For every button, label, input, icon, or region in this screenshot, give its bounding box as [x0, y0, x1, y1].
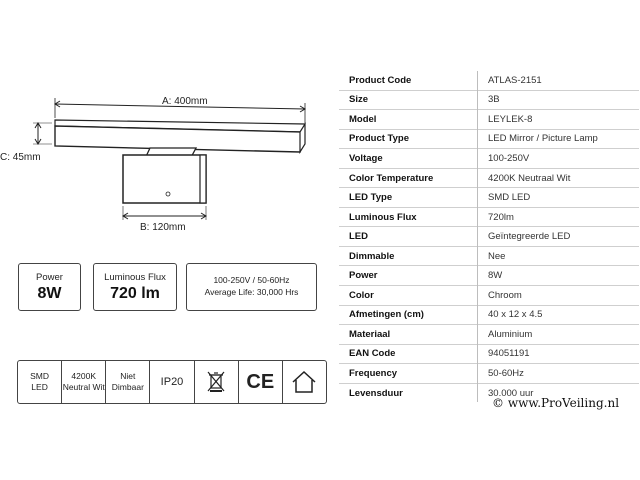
indoor-cell — [282, 361, 326, 403]
spec-value: Aluminium — [478, 325, 640, 345]
power-value: 8W — [37, 285, 62, 302]
spec-key: Luminous Flux — [339, 207, 478, 227]
temp-line1: 4200K — [71, 371, 96, 381]
spec-value: 8W — [478, 266, 640, 286]
flux-value: 720 lm — [110, 285, 160, 302]
spec-key: Frequency — [339, 364, 478, 384]
led-line2: LED — [31, 382, 48, 392]
spec-key: Power — [339, 266, 478, 286]
spec-value: 100-250V — [478, 149, 640, 169]
spec-row — [339, 90, 639, 110]
spec-row — [339, 129, 639, 149]
spec-key: Product Code — [349, 74, 412, 86]
spec-row — [339, 246, 639, 266]
spec-value: 4200K Neutraal Wit — [478, 168, 640, 188]
spec-row — [339, 207, 639, 227]
dim-line1: Niet — [120, 371, 136, 381]
spec-value: 50-60Hz — [478, 364, 640, 384]
house-icon — [291, 370, 317, 394]
lamp-dimension-drawing — [0, 60, 330, 250]
spec-row — [339, 188, 639, 208]
spec-key: Levensduur — [339, 383, 478, 402]
led-line1: SMD — [30, 371, 50, 381]
dimension-a-label: A: 400mm — [162, 96, 208, 107]
dimension-c-label: C: 45mm — [0, 152, 41, 163]
temp-line2: Neutral Wit — [62, 382, 105, 392]
spec-value: SMD LED — [478, 188, 640, 208]
voltage-life-box — [186, 263, 317, 311]
spec-row — [339, 286, 639, 306]
crossed-bin-icon — [206, 370, 226, 394]
life-line: Average Life: 30,000 Hrs — [204, 287, 299, 297]
spec-row — [339, 71, 639, 90]
spec-value: 720lm — [478, 207, 640, 227]
spec-row — [339, 325, 639, 345]
spec-row — [339, 168, 639, 188]
spec-value: ATLAS-2151 — [478, 71, 640, 90]
smd-led-cell — [18, 361, 61, 403]
weee-cell — [194, 361, 238, 403]
power-label: Power — [36, 272, 63, 283]
spec-key: Color — [339, 286, 478, 306]
spec-key: Model — [339, 110, 478, 130]
flux-label: Luminous Flux — [104, 272, 166, 283]
ce-cell — [238, 361, 282, 403]
dim-line2: Dimbaar — [111, 382, 144, 392]
spec-key: LED Type — [339, 188, 478, 208]
spec-key: EAN Code — [339, 344, 478, 364]
power-box — [18, 263, 81, 311]
voltage-line: 100-250V / 50-60Hz — [213, 275, 290, 285]
spec-key: Materiaal — [339, 325, 478, 345]
spec-key: Size — [339, 90, 478, 110]
luminous-flux-box — [93, 263, 177, 311]
dimmable-cell — [105, 361, 149, 403]
ce-mark: CE — [246, 371, 275, 393]
spec-value: 30.000 uur — [478, 383, 640, 402]
spec-row — [339, 110, 639, 130]
spec-value: Chroom — [478, 286, 640, 306]
ip-rating-cell — [149, 361, 193, 403]
ip-rating: IP20 — [160, 375, 184, 388]
spec-key: LED — [339, 227, 478, 247]
dimension-b-label: B: 120mm — [140, 222, 186, 233]
spec-key: Voltage — [339, 149, 478, 169]
spec-value: 40 x 12 x 4.5 — [478, 305, 640, 325]
spec-row — [339, 364, 639, 384]
spec-value: Geïntegreerde LED — [478, 227, 640, 247]
spec-row — [339, 344, 639, 364]
spec-row — [339, 266, 639, 286]
spec-row — [339, 305, 639, 325]
watermark: © www.ProVeiling.nl — [492, 396, 620, 410]
spec-key: Color Temperature — [339, 168, 478, 188]
spec-value: 3B — [478, 90, 640, 110]
spec-row — [339, 227, 639, 247]
spec-value: 94051191 — [478, 344, 640, 364]
color-temp-cell — [61, 361, 105, 403]
spec-key: Afmetingen (cm) — [339, 305, 478, 325]
spec-key: Product Type — [339, 129, 478, 149]
spec-row — [339, 149, 639, 169]
spec-value: LED Mirror / Picture Lamp — [478, 129, 640, 149]
spec-table — [339, 71, 639, 402]
feature-icon-row — [17, 360, 327, 404]
spec-value: LEYLEK-8 — [478, 110, 640, 130]
spec-key: Dimmable — [339, 246, 478, 266]
spec-value: Nee — [478, 246, 640, 266]
